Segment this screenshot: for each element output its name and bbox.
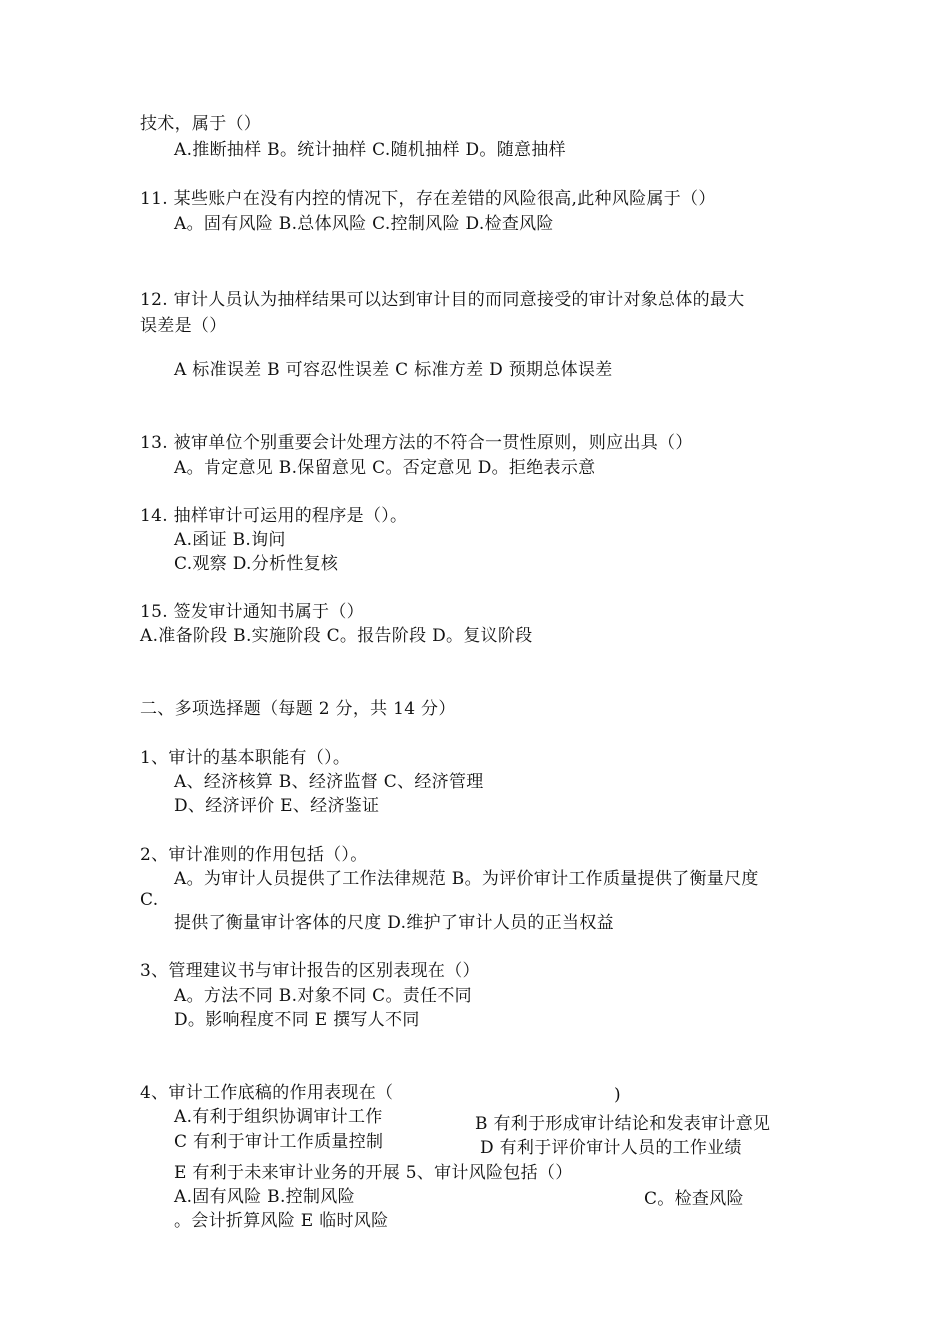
multi-question-5-options-ab: A.固有风险 B.控制风险 bbox=[174, 1187, 355, 1207]
multi-question-5-options-de: 。会计折算风险 E 临时风险 bbox=[174, 1211, 389, 1231]
question-10-stem-continuation: 技术，属于（） bbox=[140, 114, 262, 134]
question-14-options-line1: A.函证 B.询问 bbox=[174, 530, 286, 550]
multi-question-4-option-d: D 有利于评价审计人员的工作业绩 bbox=[480, 1138, 742, 1158]
multi-question-1-stem: 1、审计的基本职能有（）。 bbox=[140, 748, 351, 768]
multi-question-4-stem-close-paren: ) bbox=[614, 1085, 621, 1105]
question-15-stem: 15. 签发审计通知书属于（） bbox=[140, 602, 364, 622]
question-11-options: A。固有风险 B.总体风险 C.控制风险 D.检查风险 bbox=[174, 214, 554, 234]
question-12-stem-line1: 12. 审计人员认为抽样结果可以达到审计目的而同意接受的审计对象总体的最大 bbox=[140, 290, 745, 310]
multi-question-2-options-line3: 提供了衡量审计客体的尺度 D.维护了审计人员的正当权益 bbox=[174, 913, 614, 933]
multi-question-3-options-line1: A。方法不同 B.对象不同 C。责任不同 bbox=[174, 986, 472, 1006]
multi-question-4-stem: 4、审计工作底稿的作用表现在（ bbox=[140, 1083, 394, 1103]
multi-question-5-option-c: C。检查风险 bbox=[644, 1189, 744, 1209]
question-15-options: A.准备阶段 B.实施阶段 C。报告阶段 D。复议阶段 bbox=[140, 626, 533, 646]
question-14-options-line2: C.观察 D.分析性复核 bbox=[174, 554, 339, 574]
multi-question-1-options-line1: A、经济核算 B、经济监督 C、经济管理 bbox=[174, 772, 484, 792]
question-11-stem: 11. 某些账户在没有内控的情况下，存在差错的风险很高,此种风险属于（） bbox=[140, 189, 716, 209]
multi-question-3-options-line2: D。影响程度不同 E 撰写人不同 bbox=[174, 1010, 420, 1030]
multi-question-1-options-line2: D、经济评价 E、经济鉴证 bbox=[174, 796, 380, 816]
multi-question-4-option-e-and-question-5-stem: E 有利于未来审计业务的开展 5、审计风险包括（） bbox=[174, 1163, 573, 1183]
question-12-stem-line2: 误差是（） bbox=[140, 316, 227, 336]
question-10-options: A.推断抽样 B。统计抽样 C.随机抽样 D。随意抽样 bbox=[174, 140, 566, 160]
multi-question-4-option-b: B 有利于形成审计结论和发表审计意见 bbox=[475, 1114, 771, 1134]
question-12-options: A 标准误差 B 可容忍性误差 C 标准方差 D 预期总体误差 bbox=[174, 360, 613, 380]
multi-question-4-option-c: C 有利于审计工作质量控制 bbox=[174, 1132, 384, 1152]
multi-question-2-options-line1: A。为审计人员提供了工作法律规范 B。为评价审计工作质量提供了衡量尺度 bbox=[174, 869, 759, 889]
section-2-heading: 二、多项选择题（每题 2 分，共 14 分） bbox=[140, 699, 456, 719]
multi-question-4-option-a: A.有利于组织协调审计工作 bbox=[174, 1107, 383, 1127]
question-13-stem: 13. 被审单位个别重要会计处理方法的不符合一贯性原则，则应出具（） bbox=[140, 433, 693, 453]
multi-question-2-options-line2: C. bbox=[140, 890, 159, 910]
multi-question-2-stem: 2、审计准则的作用包括（）。 bbox=[140, 845, 368, 865]
multi-question-3-stem: 3、管理建议书与审计报告的区别表现在（） bbox=[140, 961, 480, 981]
question-14-stem: 14. 抽样审计可运用的程序是（）。 bbox=[140, 506, 408, 526]
question-13-options: A。肯定意见 B.保留意见 C。否定意见 D。拒绝表示意 bbox=[174, 458, 596, 478]
